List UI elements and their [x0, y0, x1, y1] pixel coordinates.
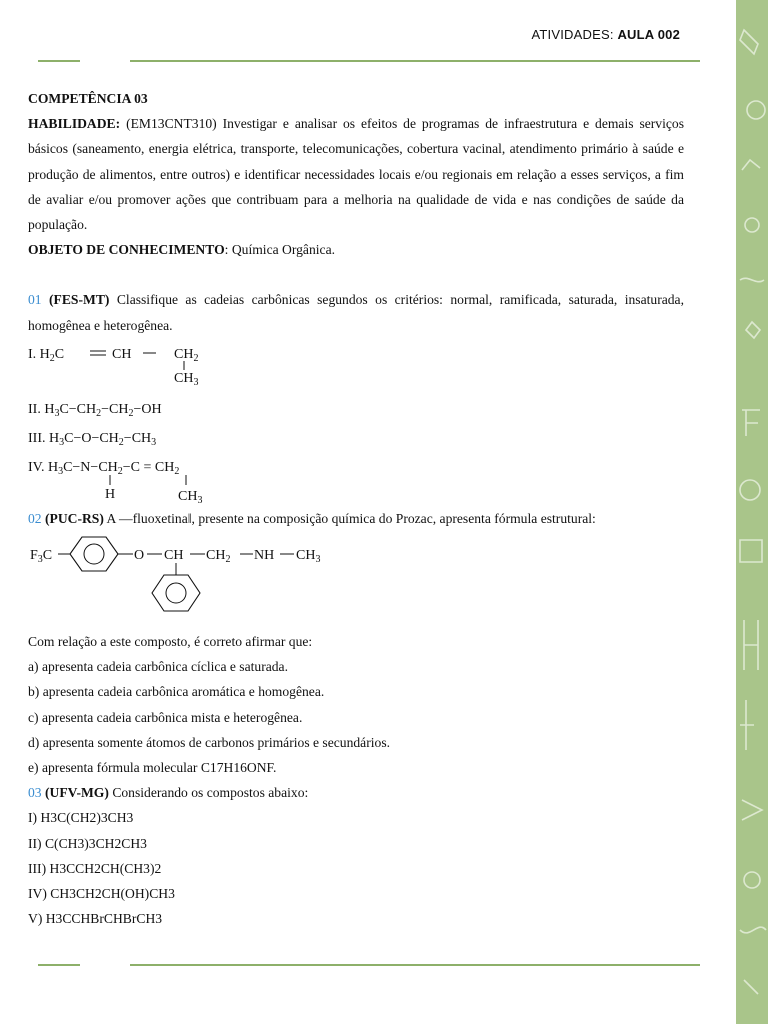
- objeto-label: OBJETO DE CONHECIMENTO: [28, 242, 225, 258]
- question-2-source: (PUC-RS): [45, 510, 104, 526]
- question-3: [28, 780, 684, 805]
- footer-rule-short: [38, 964, 80, 966]
- decorative-side-strip: [736, 0, 768, 1024]
- svg-text:III. H3C−O−CH2−CH3: III. $H_3C-O-CH_2-CH_3$: [28, 430, 157, 448]
- compound-i: I) H3C(CH2)3CH3: [28, 810, 134, 826]
- question-1: [28, 287, 684, 337]
- header-label: [532, 27, 681, 42]
- question-3-number: 03: [28, 785, 42, 801]
- header-lesson: AULA 002: [617, 27, 680, 42]
- question-2-number: 02: [28, 510, 42, 526]
- question-2-prompt: Com relação a este composto, é correto afirmar que:: [28, 634, 313, 650]
- option-b: b) apresenta cadeia carbônica aromática e homogênea.: [28, 684, 325, 700]
- svg-text:I. H2C: I. $H_2C$: [28, 346, 65, 364]
- compound-v: V) H3CCHBrCHBrCH3: [28, 911, 163, 927]
- svg-text:CH3: $CH_3$: [296, 548, 321, 566]
- habilidade-label: HABILIDADE:: [28, 116, 121, 132]
- compound-iv: IV) CH3CH2CH(OH)CH3: [28, 886, 175, 902]
- svg-text:II. H3C−CH2−CH2−OH: II. $H_3C-CH_2-CH_2-OH$: [28, 401, 162, 419]
- svg-text:CH: CH: [164, 548, 184, 564]
- question-1-number: 01: [28, 292, 42, 308]
- fluoxetine-structure: [28, 531, 684, 629]
- question-2-text: A ―fluoxetina‖, presente na composição química do Prozac, apresenta fórmula estrutural:: [103, 510, 596, 526]
- formula-iii: [28, 431, 156, 448]
- header-rule-long: [130, 60, 700, 62]
- chemistry-doodles-icon: [736, 0, 768, 1024]
- question-1-formulas: [28, 338, 684, 506]
- question-1-text: Classifique as cadeias carbônicas segundos os critérios: normal, ramificada, saturada, insaturada, homogênea e heterogênea.: [28, 292, 684, 333]
- svg-text:H: H: [105, 486, 116, 502]
- formula-i: [28, 347, 198, 388]
- spacer: [28, 262, 684, 287]
- option-e: e) apresenta fórmula molecular C17H16ONF.: [28, 760, 277, 776]
- svg-text:CH3: $CH_3$: [178, 488, 203, 506]
- formula-ii: [28, 402, 162, 419]
- footer-rule-long: [130, 964, 700, 966]
- svg-text:NH: NH: [254, 548, 275, 564]
- habilidade-paragraph: [28, 111, 684, 237]
- svg-text:CH2: $CH_2$: [206, 548, 231, 566]
- svg-text:CH: CH: [112, 346, 132, 362]
- svg-text:CH2: $CH_2$: [174, 346, 199, 364]
- option-a: a) apresenta cadeia carbônica cíclica e saturada.: [28, 659, 288, 675]
- svg-text:CH3: $CH_3$: [174, 370, 199, 388]
- option-c: c) apresenta cadeia carbônica mista e heterogênea.: [28, 709, 303, 725]
- formula-iv: [28, 460, 202, 506]
- document-body: [28, 86, 684, 931]
- objeto-text: : Química Orgânica.: [224, 242, 336, 258]
- competencia-heading: COMPETÊNCIA 03: [28, 91, 148, 106]
- question-1-source: (FES-MT): [49, 292, 110, 308]
- question-2: [28, 506, 684, 531]
- compound-ii: II) C(CH3)3CH2CH3: [28, 835, 147, 851]
- question-3-source: (UFV-MG): [45, 785, 109, 801]
- svg-text:O: O: [134, 548, 145, 564]
- compound-iii: III) H3CCH2CH(CH3)2: [28, 860, 162, 876]
- question-3-text: Considerando os compostos abaixo:: [108, 785, 309, 801]
- svg-text:IV. H3C−N−CH2−C = CH2: IV. $H_3C-N-CH_2-C = CH_2$: [28, 459, 180, 477]
- habilidade-text: (EM13CNT310) Investigar e analisar os efeitos de programas de infraestrutura e demais serviços básicos (saneamento, energia elétrica, transporte, telecomunicações, cobertura vacinal, atendimento primário à saúde e produção de alimentos, entre outros) e identificar necessidades locais e/ou regionais em relação a esses serviços, a fim de avaliar e/ou promover ações que contribuam para a melhoria na qualidade de vida e nas condições de saúde da população.: [28, 116, 684, 233]
- header-rule-short: [38, 60, 80, 62]
- svg-text:F3C: $F_3C$: [30, 548, 53, 566]
- objeto-paragraph: [28, 237, 684, 262]
- page-header: [0, 0, 740, 70]
- header-prefix: ATIVIDADES:: [531, 27, 618, 42]
- option-d: d) apresenta somente átomos de carbonos primários e secundários.: [28, 734, 391, 750]
